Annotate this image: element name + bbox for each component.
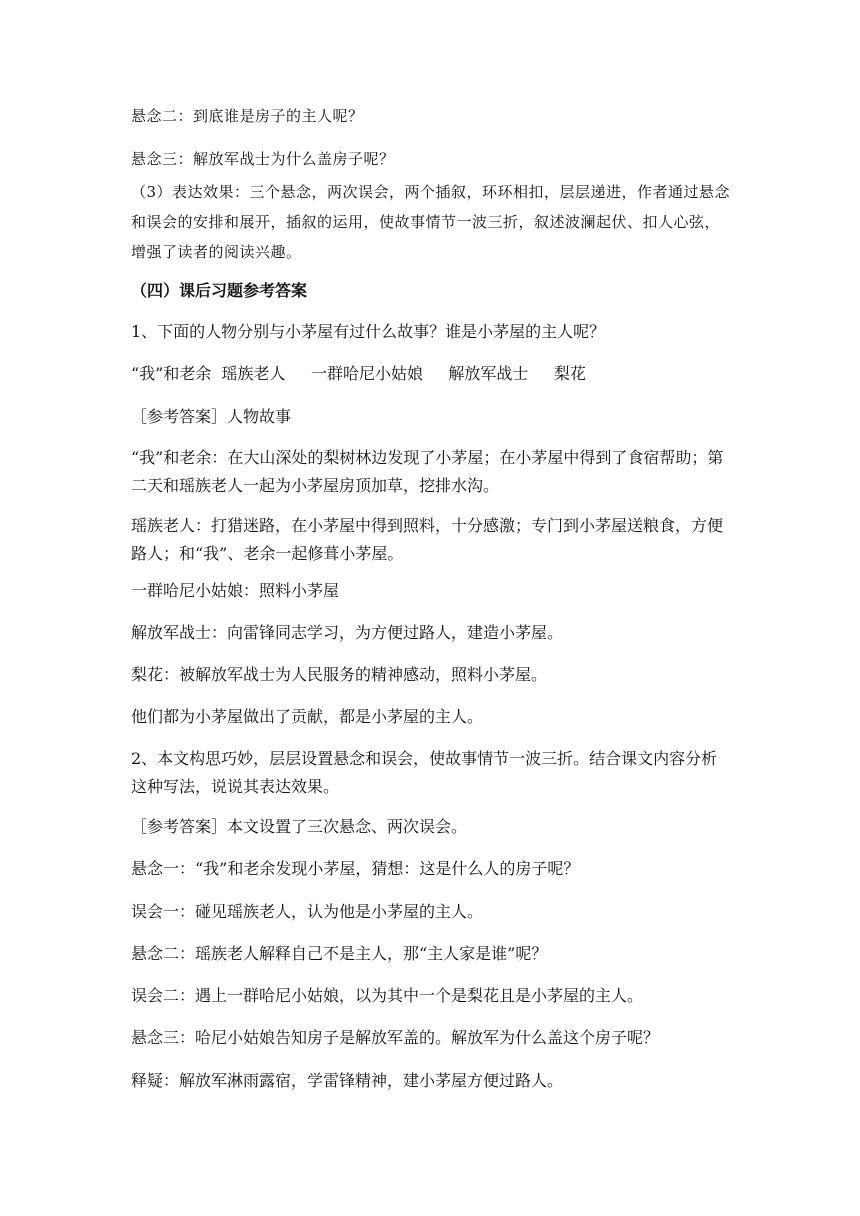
misunderstanding-two: 误会二：遇上一群哈尼小姑娘，以为其中一个是梨花且是小茅屋的主人。 [131, 986, 644, 1005]
reference-answer-label-two: ［参考答案］本文设置了三次悬念、两次误会。 [131, 817, 468, 836]
misunderstanding-one: 误会一：碰见瑶族老人，认为他是小茅屋的主人。 [131, 902, 484, 921]
expression-effect-paragraph: （3）表达效果：三个悬念，两次误会，两个插叙，环环相扣，层层递进，作者通过悬念和误会的安排和展开，插叙的运用，使故事情节一波三折，叙述波澜起伏、扣人心弦，增强了读者的阅读兴趣。 [131, 183, 731, 261]
resolution: 释疑：解放军淋雨露宿，学雷锋精神，建小茅屋方便过路人。 [131, 1071, 564, 1090]
story-pla-soldiers: 解放军战士：向雷锋同志学习，为方便过路人，建造小茅屋。 [131, 623, 564, 642]
character-list: “我”和老余 瑶族老人 一群哈尼小姑娘 解放军战士 梨花 [131, 364, 586, 383]
story-lihua: 梨花：被解放军战士为人民服务的精神感动，照料小茅屋。 [131, 665, 548, 684]
suspense-three-question: 悬念三：解放军战士为什么盖房子呢？ [131, 150, 395, 168]
exercise-two-question: 2、本文构思巧妙，层层设置悬念和误会，使故事情节一波三折。结合课文内容分析这种写法，说说其表达效果。 [131, 749, 718, 796]
story-yao-elder: 瑶族老人：打猎迷路，在小茅屋中得到照料，十分感激；专门到小茅屋送粮食，方便路人；和“我”、老余一起修葺小茅屋。 [131, 516, 724, 563]
section-heading-answers: （四）课后习题参考答案 [131, 281, 308, 300]
story-hani-girls: 一群哈尼小姑娘：照料小茅屋 [131, 581, 340, 600]
suspense-three: 悬念三：哈尼小姑娘告知房子是解放军盖的。解放军为什么盖这个房子呢？ [131, 1028, 660, 1047]
summary-owners: 他们都为小茅屋做出了贡献，都是小茅屋的主人。 [131, 707, 484, 726]
suspense-two: 悬念二：瑶族老人解释自己不是主人，那“主人家是谁”呢？ [131, 944, 548, 963]
reference-answer-label-one: ［参考答案］人物故事 [131, 407, 292, 426]
suspense-one: 悬念一：“我”和老余发现小茅屋，猜想：这是什么人的房子呢？ [131, 859, 580, 878]
story-me-and-laoyu: “我”和老余：在大山深处的梨树林边发现了小茅屋；在小茅屋中得到了食宿帮助；第二天和瑶族老人一起为小茅屋房顶加草，挖排水沟。 [131, 448, 724, 495]
exercise-one-question: 1、下面的人物分别与小茅屋有过什么故事？谁是小茅屋的主人呢？ [131, 322, 606, 341]
suspense-two-question: 悬念二：到底谁是房子的主人呢？ [131, 107, 364, 125]
